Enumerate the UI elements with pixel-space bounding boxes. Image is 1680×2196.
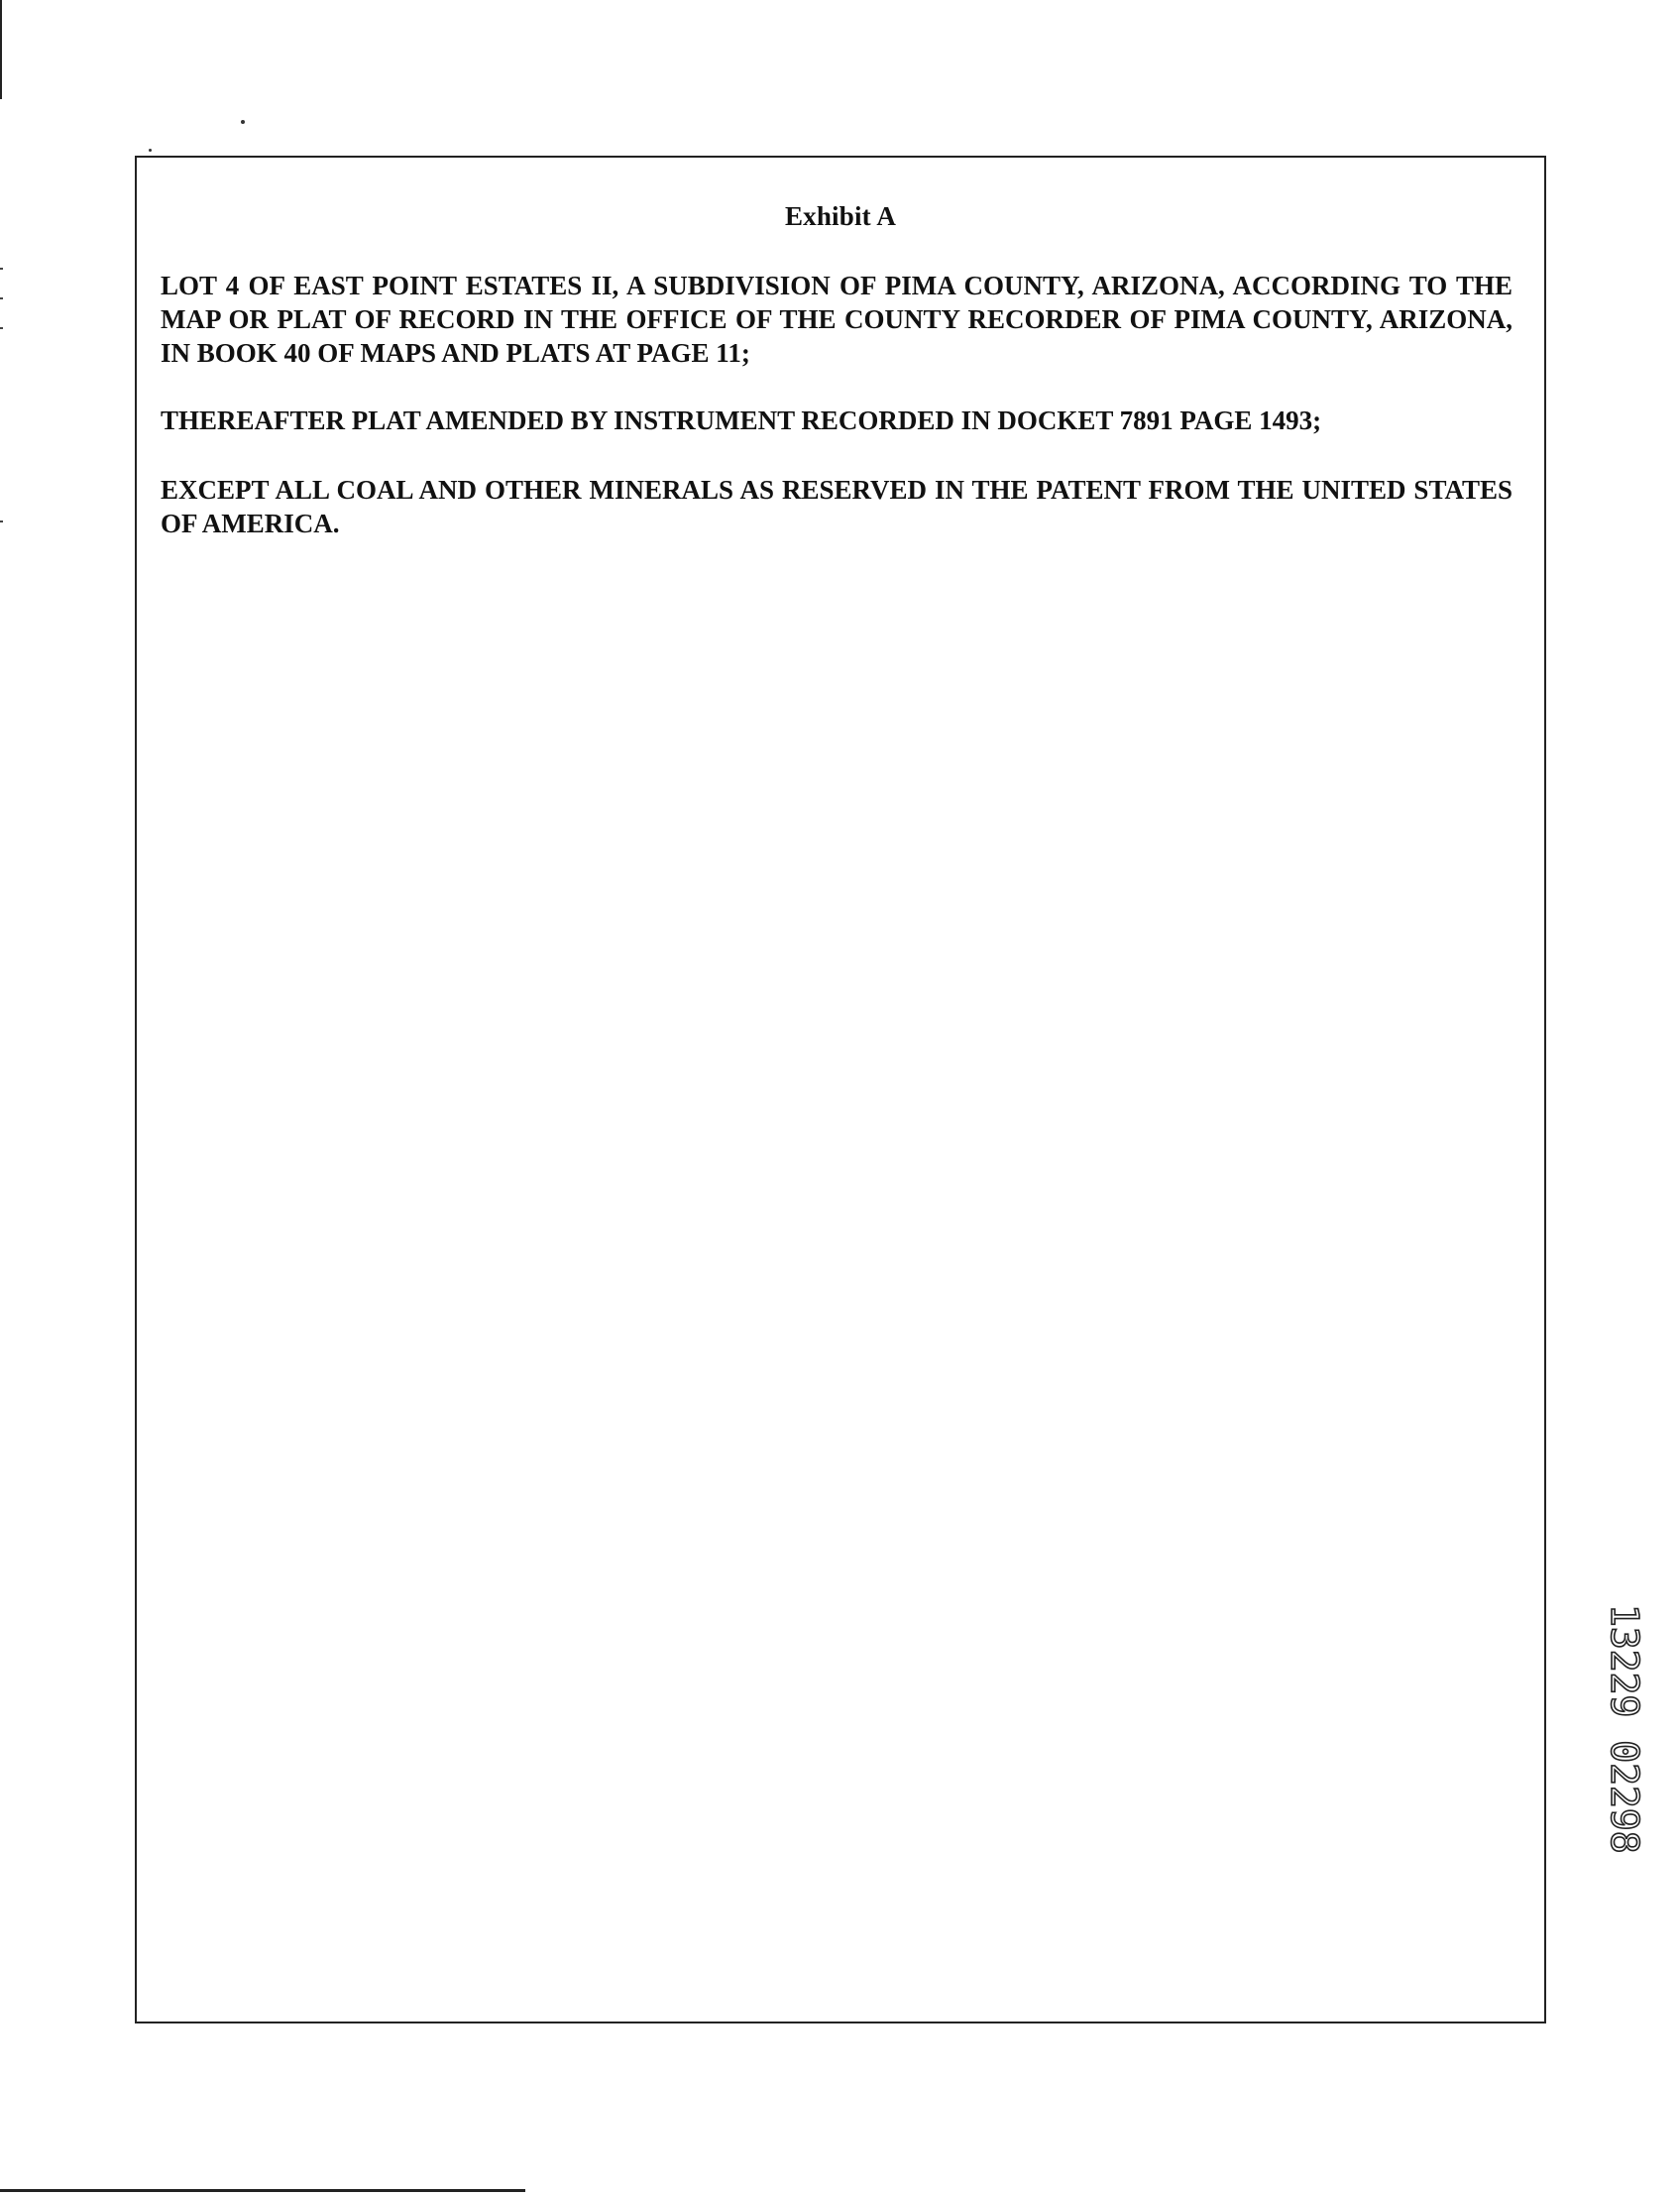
exhibit-frame: [135, 156, 1546, 2023]
scan-bottom-rule: [0, 2189, 525, 2192]
mineral-exception-paragraph: EXCEPT ALL COAL AND OTHER MINERALS AS RESERVED IN THE PATENT FROM THE UNITED STATES OF AMERICA.: [161, 475, 1512, 538]
legal-description-paragraph: LOT 4 OF EAST POINT ESTATES II, A SUBDIVISION OF PIMA COUNTY, ARIZONA, ACCORDING TO THE MAP OR PLAT OF RECORD IN THE OFFICE OF THE COUNTY RECORDER OF PIMA COUNTY, ARIZONA, IN BOOK 40 OF MAPS AND PLATS AT PAGE 11;: [161, 271, 1512, 368]
scan-edge-tick: [0, 297, 3, 299]
exhibit-title: Exhibit A: [784, 201, 897, 231]
recording-number-stamp: [1598, 1604, 1647, 1862]
scan-edge-tick: [0, 327, 3, 329]
scan-speck: [149, 149, 152, 152]
scan-edge-line: [0, 0, 2, 99]
plat-amendment-paragraph: THEREAFTER PLAT AMENDED BY INSTRUMENT RECORDED IN DOCKET 7891 PAGE 1493;: [161, 405, 1322, 435]
scan-speck: [241, 120, 245, 124]
scan-edge-tick: [0, 520, 3, 522]
recording-number-text: 13229 02298: [1603, 1604, 1646, 1854]
scan-edge-tick: [0, 268, 3, 270]
